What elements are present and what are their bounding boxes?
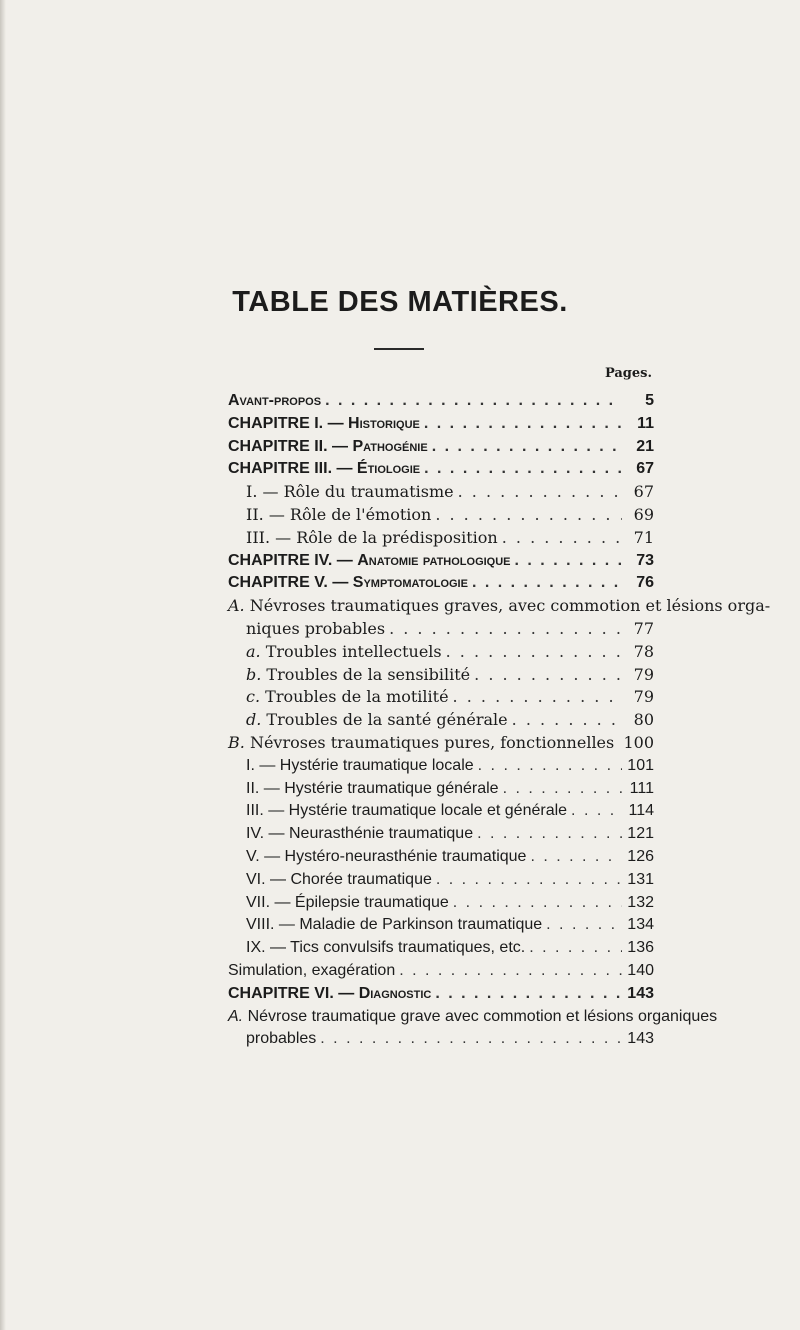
toc-entry-chapitre-3: CHAPITRE III. — Étiologie . . . 67 xyxy=(228,458,654,481)
toc-page-number: 132 xyxy=(627,893,654,911)
toc-page-number: 67 xyxy=(633,482,654,502)
toc-page-number: 71 xyxy=(633,527,654,547)
toc-label: Maladie de Parkinson traumatique xyxy=(299,916,543,934)
toc-entry-item: a. Troubles intellectuels . . . 78 xyxy=(228,641,654,664)
toc-page-number: 69 xyxy=(633,504,654,524)
toc-entry-item: VIII. — Maladie de Parkinson traumatique . . . 134 xyxy=(228,914,654,937)
toc-entry-item: b. Troubles de la sensibilité . . . 79 xyxy=(228,664,654,687)
toc-page-number: 79 xyxy=(633,664,654,684)
toc-page-number: 79 xyxy=(633,687,654,707)
toc-entry-item: V. — Hystéro-neurasthénie traumatique . . . 126 xyxy=(228,846,654,869)
page-title: TABLE DES MATIÈRES. xyxy=(232,286,568,318)
toc-label: Névroses traumatiques pures, fonctionnelles xyxy=(249,732,615,752)
toc-entry-item: II. — Hystérie traumatique générale . . . 111 xyxy=(228,778,654,801)
toc-page-number: 136 xyxy=(627,939,654,957)
toc-label: Neurasthénie traumatique xyxy=(288,825,474,843)
toc-entry-simulation xyxy=(228,960,654,983)
toc-page-number: 73 xyxy=(636,551,654,569)
toc-entry-chapitre-2: CHAPITRE II. — Pathogénie . . . 21 xyxy=(228,436,654,459)
toc-label: Névroses traumatiques graves, avec commotion et lésions orga- xyxy=(249,596,771,616)
toc-entry-continuation xyxy=(228,618,654,641)
toc-label: Troubles de la santé générale xyxy=(266,710,508,730)
toc-page-number: 114 xyxy=(628,802,654,820)
toc-label: Rôle du traumatisme xyxy=(283,482,454,502)
toc-page-number: 67 xyxy=(636,460,654,478)
toc-page-number: 131 xyxy=(627,870,654,888)
toc-page-number: 5 xyxy=(645,392,654,409)
toc-entry-chapitre-6: CHAPITRE VI. — Diagnostic . . . 143 xyxy=(228,983,654,1006)
toc-label: Anatomie pathologique xyxy=(357,551,511,569)
toc-label: Rôle de l'émotion xyxy=(289,504,432,524)
toc-entry-item: III. — Hystérie traumatique locale et générale . . . 114 xyxy=(228,800,654,823)
toc-label: Tics convulsifs traumatiques, etc. xyxy=(290,939,526,957)
table-of-contents xyxy=(228,390,771,1051)
toc-label: Troubles de la sensibilité xyxy=(266,664,471,684)
toc-label: Chorée traumatique xyxy=(290,870,432,888)
toc-page-number: 140 xyxy=(627,961,654,979)
toc-entry-chapitre-5: CHAPITRE V. — Symptomatologie . . . 76 xyxy=(228,572,654,595)
toc-label: Troubles intellectuels xyxy=(265,641,442,661)
toc-entry-item: I. — Hystérie traumatique locale . . . 101 xyxy=(228,755,654,778)
toc-entry-continuation xyxy=(228,1028,654,1051)
page-edge xyxy=(0,0,6,1330)
toc-page-number: 143 xyxy=(627,1030,654,1048)
toc-page-number: 126 xyxy=(627,847,654,865)
toc-label: Hystérie traumatique générale xyxy=(284,779,499,797)
toc-label: Avant-propos xyxy=(228,392,322,409)
toc-entry-item: d. Troubles de la santé générale . . . 80 xyxy=(228,709,654,732)
toc-label: Névrose traumatique grave avec commotion et lésions organiques xyxy=(247,1007,718,1025)
toc-entry-chapitre-4: CHAPITRE IV. — Anatomie pathologique . . . 73 xyxy=(228,550,654,573)
toc-label: Épilepsie traumatique xyxy=(294,893,449,911)
toc-label: niques probables xyxy=(246,618,386,638)
toc-label: Simulation, exagération xyxy=(228,961,396,979)
toc-page-number: 101 xyxy=(627,756,654,774)
toc-entry-item: IX. — Tics convulsifs traumatiques, etc. . . . 136 xyxy=(228,937,654,960)
toc-label: Troubles de la motilité xyxy=(265,687,449,707)
toc-page-number: 21 xyxy=(636,437,654,455)
toc-entry-section: III. — Rôle de la prédisposition . . . 71 xyxy=(228,527,654,550)
toc-entry-item: IV. — Neurasthénie traumatique . . . 121 xyxy=(228,823,654,846)
toc-entry-item: VI. — Chorée traumatique . . . 131 xyxy=(228,869,654,892)
toc-page-number: 77 xyxy=(633,618,654,638)
toc-page-number: 80 xyxy=(633,710,654,730)
toc-page-number: 143 xyxy=(627,984,654,1002)
toc-label: Hystérie traumatique locale xyxy=(279,756,474,774)
toc-page-number: 78 xyxy=(633,641,654,661)
toc-label: Hystérie traumatique locale et générale xyxy=(288,802,568,820)
toc-entry-chapitre-1: CHAPITRE I. — Historique . . . 11 xyxy=(228,413,654,436)
toc-page-number: 134 xyxy=(627,916,654,934)
toc-page-number: 121 xyxy=(627,825,654,843)
toc-page-number: 100 xyxy=(623,732,654,752)
toc-page-number: 76 xyxy=(636,574,654,592)
toc-entry-subsection: B. Névroses traumatiques pures, fonctionnelles . . . 100 xyxy=(228,732,654,755)
toc-entry-subsection: A. Névrose traumatique grave avec commotion et lésions organiques xyxy=(228,1007,718,1025)
toc-entry-subsection: A. Névroses traumatiques graves, avec commotion et lésions orga- xyxy=(228,596,771,616)
toc-label: Diagnostic xyxy=(358,984,432,1002)
title-rule xyxy=(374,348,424,350)
toc-entry-section: I. — Rôle du traumatisme . . . 67 xyxy=(228,481,654,504)
toc-entry-section: II. — Rôle de l'émotion . . . 69 xyxy=(228,504,654,527)
toc-page-number: 111 xyxy=(629,779,654,797)
toc-entry-item: VII. — Épilepsie traumatique . . . 132 xyxy=(228,892,654,915)
toc-label: Étiologie xyxy=(356,460,421,478)
toc-label: Historique xyxy=(348,414,420,432)
toc-entry-item: c. Troubles de la motilité . . . 79 xyxy=(228,686,654,709)
toc-page-number: 11 xyxy=(637,414,654,432)
toc-entry-avant-propos xyxy=(228,390,654,413)
toc-label: Pathogénie xyxy=(352,437,428,455)
toc-label: probables xyxy=(246,1030,317,1048)
toc-label: Rôle de la prédisposition xyxy=(296,527,498,547)
pages-column-label: Pages. xyxy=(604,366,652,381)
toc-label: Hystéro-neurasthénie traumatique xyxy=(284,847,527,865)
toc-label: Symptomatologie xyxy=(352,574,468,592)
